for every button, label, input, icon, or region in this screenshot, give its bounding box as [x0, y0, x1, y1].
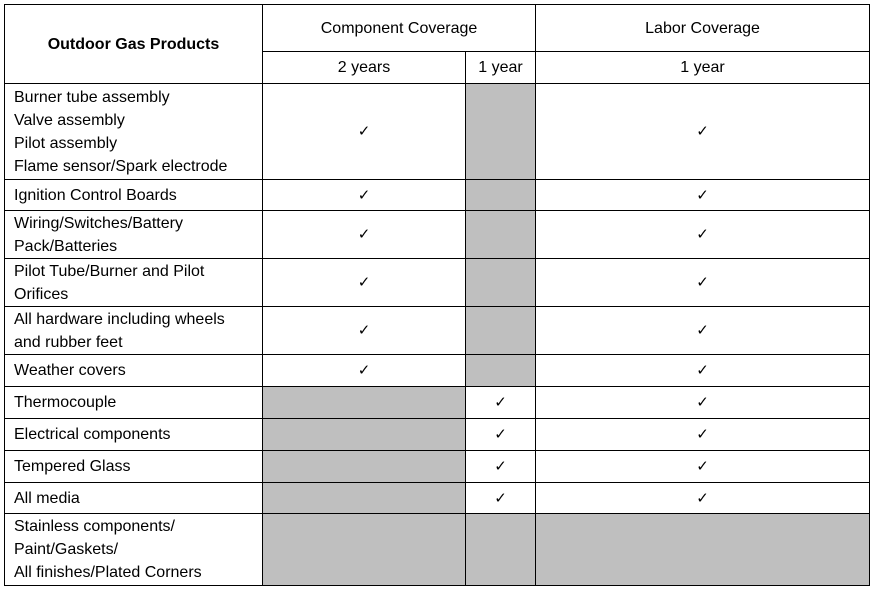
checkmark-icon: ✓ [494, 425, 507, 443]
checkmark-icon: ✓ [696, 185, 709, 204]
labor-1-year-cell [536, 84, 870, 180]
component-1-year-header: 1 year [466, 52, 536, 84]
labor-1-year-cell [536, 387, 870, 419]
product-item-cell [5, 419, 263, 451]
product-item-line: Orifices [14, 285, 69, 303]
product-item-line: Valve assembly [14, 111, 125, 129]
checkmark-icon: ✓ [357, 321, 371, 339]
product-item-line: Flame sensor/Spark electrode [14, 157, 228, 175]
checkmark-icon: ✓ [696, 457, 709, 475]
component-1-year-cell [466, 84, 536, 180]
table-row [5, 451, 870, 483]
component-1-year-cell [466, 211, 536, 259]
checkmark-icon: ✓ [494, 488, 507, 507]
table-row [5, 355, 870, 387]
component-2-years-cell [263, 451, 466, 483]
product-item-line: Thermocouple [14, 394, 117, 411]
product-item-line: Pilot assembly [14, 134, 118, 152]
component-1-year-cell [466, 387, 536, 419]
labor-1-year-cell [536, 307, 870, 355]
component-2-years-cell [263, 211, 466, 259]
product-item-cell [5, 514, 263, 586]
component-2-years-cell [263, 514, 466, 586]
labor-1-year-cell [536, 211, 870, 259]
product-item-cell [5, 307, 263, 355]
component-1-year-cell [466, 355, 536, 387]
product-item-cell [5, 355, 263, 387]
product-item-line: Wiring/Switches/Battery [14, 214, 183, 232]
component-1-year-cell [466, 180, 536, 211]
checkmark-icon: ✓ [357, 361, 371, 379]
header-row-groups [5, 5, 870, 52]
component-1-year-cell [466, 259, 536, 307]
table-row [5, 84, 870, 180]
checkmark-icon: ✓ [494, 393, 507, 411]
table-row [5, 419, 870, 451]
product-item-line: Ignition Control Boards [14, 186, 177, 204]
table-row [5, 211, 870, 259]
checkmark-icon: ✓ [696, 273, 709, 291]
checkmark-icon: ✓ [696, 122, 709, 140]
component-2-years-cell [263, 84, 466, 180]
component-1-year-cell [466, 483, 536, 514]
outdoor-gas-products-header: Outdoor Gas Products [5, 5, 263, 84]
component-1-year-cell [466, 419, 536, 451]
checkmark-icon: ✓ [494, 457, 507, 475]
labor-1-year-cell [536, 259, 870, 307]
component-2-years-cell [263, 355, 466, 387]
product-item-line: Electrical components [14, 426, 171, 443]
component-2-years-header: 2 years [263, 52, 466, 84]
table-row [5, 514, 870, 586]
product-item-line: Weather covers [14, 362, 126, 379]
component-2-years-cell [263, 180, 466, 211]
checkmark-icon: ✓ [357, 273, 371, 291]
product-item-line: All media [14, 489, 80, 507]
product-item-cell [5, 259, 263, 307]
warranty-coverage-table [4, 4, 870, 586]
product-item-line: Tempered Glass [14, 458, 131, 475]
checkmark-icon: ✓ [696, 488, 709, 507]
labor-1-year-cell [536, 451, 870, 483]
component-coverage-header: Component Coverage [263, 5, 536, 52]
component-1-year-cell [466, 514, 536, 586]
checkmark-icon: ✓ [357, 185, 371, 204]
table-row [5, 483, 870, 514]
checkmark-icon: ✓ [696, 225, 709, 243]
product-item-line: Pack/Batteries [14, 237, 118, 255]
labor-1-year-cell [536, 355, 870, 387]
product-item-cell [5, 180, 263, 211]
checkmark-icon: ✓ [357, 122, 371, 140]
labor-1-year-cell [536, 419, 870, 451]
component-2-years-cell [263, 419, 466, 451]
component-2-years-cell [263, 387, 466, 419]
product-item-line: Burner tube assembly [14, 88, 170, 106]
labor-1-year-header: 1 year [536, 52, 870, 84]
product-item-cell [5, 84, 263, 180]
checkmark-icon: ✓ [696, 361, 709, 379]
table-row [5, 307, 870, 355]
product-item-cell [5, 483, 263, 514]
labor-1-year-cell [536, 483, 870, 514]
table-row [5, 259, 870, 307]
labor-1-year-cell [536, 180, 870, 211]
table-header [5, 5, 870, 84]
component-2-years-cell [263, 259, 466, 307]
component-2-years-cell [263, 307, 466, 355]
checkmark-icon: ✓ [357, 225, 371, 243]
product-item-line: All finishes/Plated Corners [14, 564, 202, 581]
component-1-year-cell [466, 307, 536, 355]
labor-coverage-header: Labor Coverage [536, 5, 870, 52]
product-item-cell [5, 211, 263, 259]
table-row [5, 180, 870, 211]
product-item-line: and rubber feet [14, 333, 123, 351]
product-item-line: Paint/Gaskets/ [14, 541, 119, 558]
checkmark-icon: ✓ [696, 425, 709, 443]
product-item-line: Pilot Tube/Burner and Pilot [14, 262, 205, 280]
component-2-years-cell [263, 483, 466, 514]
checkmark-icon: ✓ [696, 393, 709, 411]
checkmark-icon: ✓ [696, 321, 709, 339]
product-item-line: All hardware including wheels [14, 310, 225, 328]
component-1-year-cell [466, 451, 536, 483]
table-row [5, 387, 870, 419]
product-item-cell [5, 387, 263, 419]
table-body [5, 84, 870, 586]
labor-1-year-cell [536, 514, 870, 586]
product-item-cell [5, 451, 263, 483]
product-item-line: Stainless components/ [14, 518, 175, 535]
